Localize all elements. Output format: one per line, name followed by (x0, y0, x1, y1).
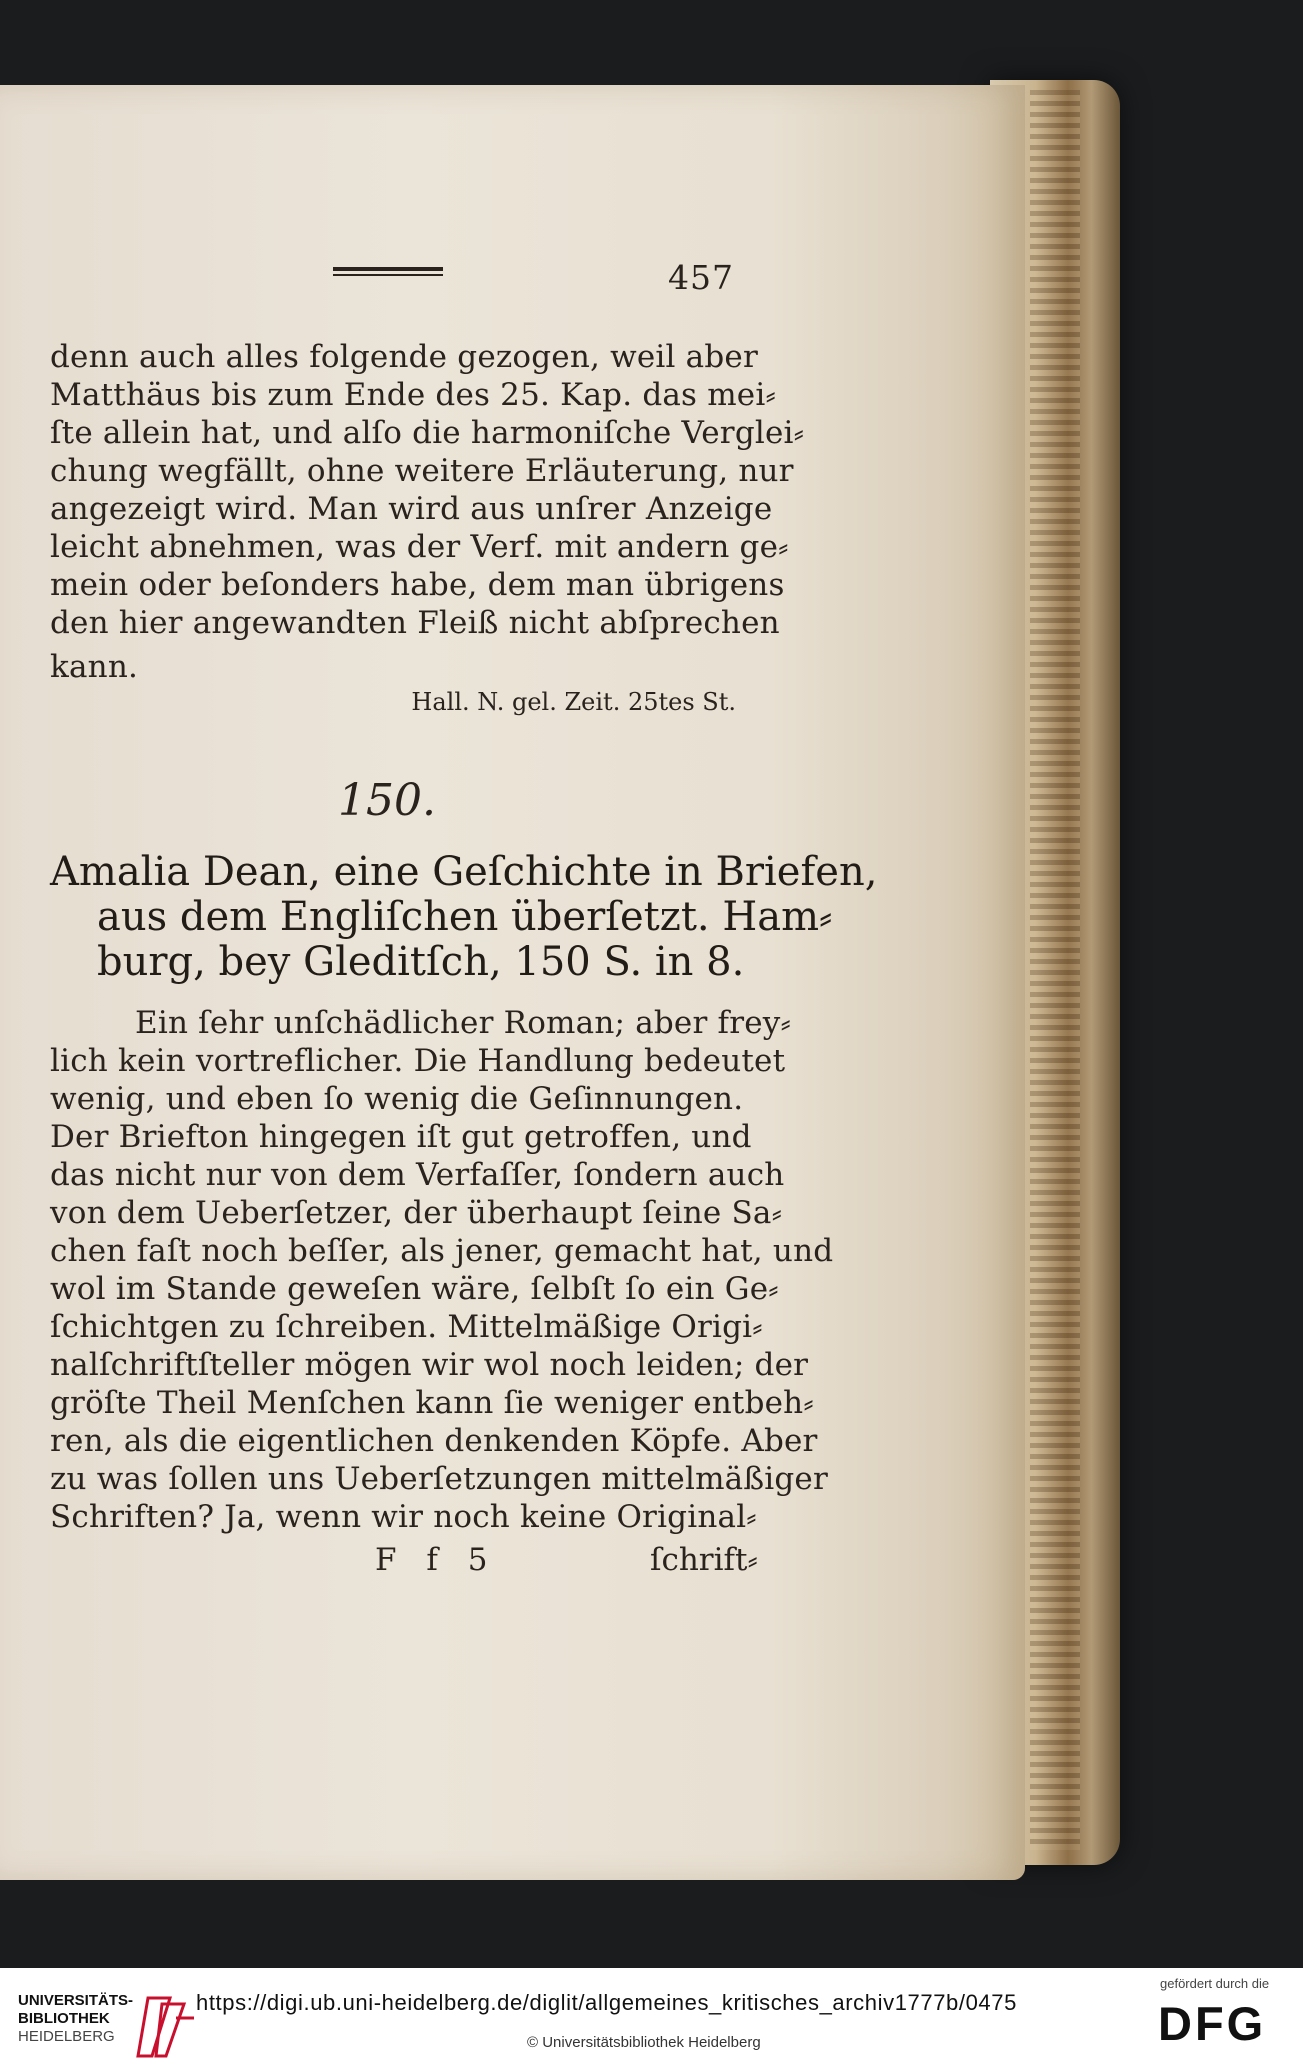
library-name-line: BIBLIOTHEK (18, 2010, 110, 2027)
text-line: wol im Stande geweſen wäre, ſelbſt ſo ein Ge⸗ (50, 1271, 779, 1307)
text-line: mein oder beſonders habe, dem man übrigens (50, 567, 785, 603)
text-line: ren, als die eigentlichen denkenden Köpfe. Aber (50, 1423, 818, 1459)
copyright-notice: © Universitätsbibliothek Heidelberg (527, 2034, 761, 2051)
text-line: Schriften? Ja, wenn wir noch keine Original⸗ (50, 1499, 757, 1535)
text-line: das nicht nur von dem Verfaſſer, ſondern auch (50, 1157, 785, 1193)
source-citation: Hall. N. gel. Zeit. 25tes St. (411, 688, 736, 716)
page-number: 457 (668, 258, 734, 297)
header-rule (333, 267, 443, 280)
library-logo[interactable] (18, 1990, 188, 2060)
signature-mark: F f 5 (375, 1542, 498, 1578)
page-url-link[interactable]: https://digi.ub.uni-heidelberg.de/diglit/allgemeines_kritisches_archiv1777b/0475 (196, 1990, 1017, 2015)
viewer-footer (0, 1968, 1303, 2065)
library-emblem-icon (130, 1994, 200, 2060)
catchword: ſchrift⸗ (650, 1542, 758, 1578)
dfg-logo[interactable]: DFG (1158, 1997, 1267, 2050)
text-line: ſte allein hat, und alſo die harmoniſche Verglei⸗ (50, 415, 805, 451)
heading-line: Amalia Dean, eine Geſchichte in Briefen, (50, 849, 878, 895)
text-line: angezeigt wird. Man wird aus unſrer Anzeige (50, 491, 773, 527)
text-line: leicht abnehmen, was der Verf. mit andern ge⸗ (50, 529, 789, 565)
heading-line: aus dem Engliſchen überſetzt. Ham⸗ (97, 894, 833, 940)
text-line: ſchichtgen zu ſchreiben. Mittelmäßige Origi⸗ (50, 1309, 763, 1345)
entry-number: 150. (338, 775, 436, 826)
text-line: zu was ſollen uns Ueberſetzungen mittelmäßiger (50, 1461, 828, 1497)
heading-line: burg, bey Gleditſch, 150 S. in 8. (97, 939, 745, 985)
text-line: gröſte Theil Menſchen kann ſie weniger entbeh⸗ (50, 1385, 814, 1421)
dfg-caption: gefördert durch die (1160, 1976, 1270, 1991)
text-line: den hier angewandten Fleiß nicht abſprechen (50, 605, 780, 641)
text-line: kann. (50, 649, 139, 685)
text-line: lich kein vortreflicher. Die Handlung bedeutet (50, 1043, 786, 1079)
text-line: Matthäus bis zum Ende des 25. Kap. das mei⸗ (50, 377, 776, 413)
text-line: wenig, und eben ſo wenig die Geſinnungen. (50, 1081, 744, 1117)
text-line: von dem Ueberſetzer, der überhaupt ſeine Sa⸗ (50, 1195, 783, 1231)
text-line: denn auch alles folgende gezogen, weil aber (50, 339, 758, 375)
text-line: chen faſt noch beſſer, als jener, gemacht hat, und (50, 1233, 834, 1269)
library-name-line: HEIDELBERG (18, 2028, 115, 2045)
text-line: Der Briefton hingegen iſt gut getroffen, und (50, 1119, 752, 1155)
text-line: Ein ſehr unſchädlicher Roman; aber frey⸗ (135, 1005, 792, 1041)
text-line: nalſchriftſteller mögen wir wol noch leiden; der (50, 1347, 809, 1383)
library-name-line: UNIVERSITÄTS- (18, 1992, 134, 2009)
text-line: chung wegfällt, ohne weitere Erläuterung, nur (50, 453, 794, 489)
